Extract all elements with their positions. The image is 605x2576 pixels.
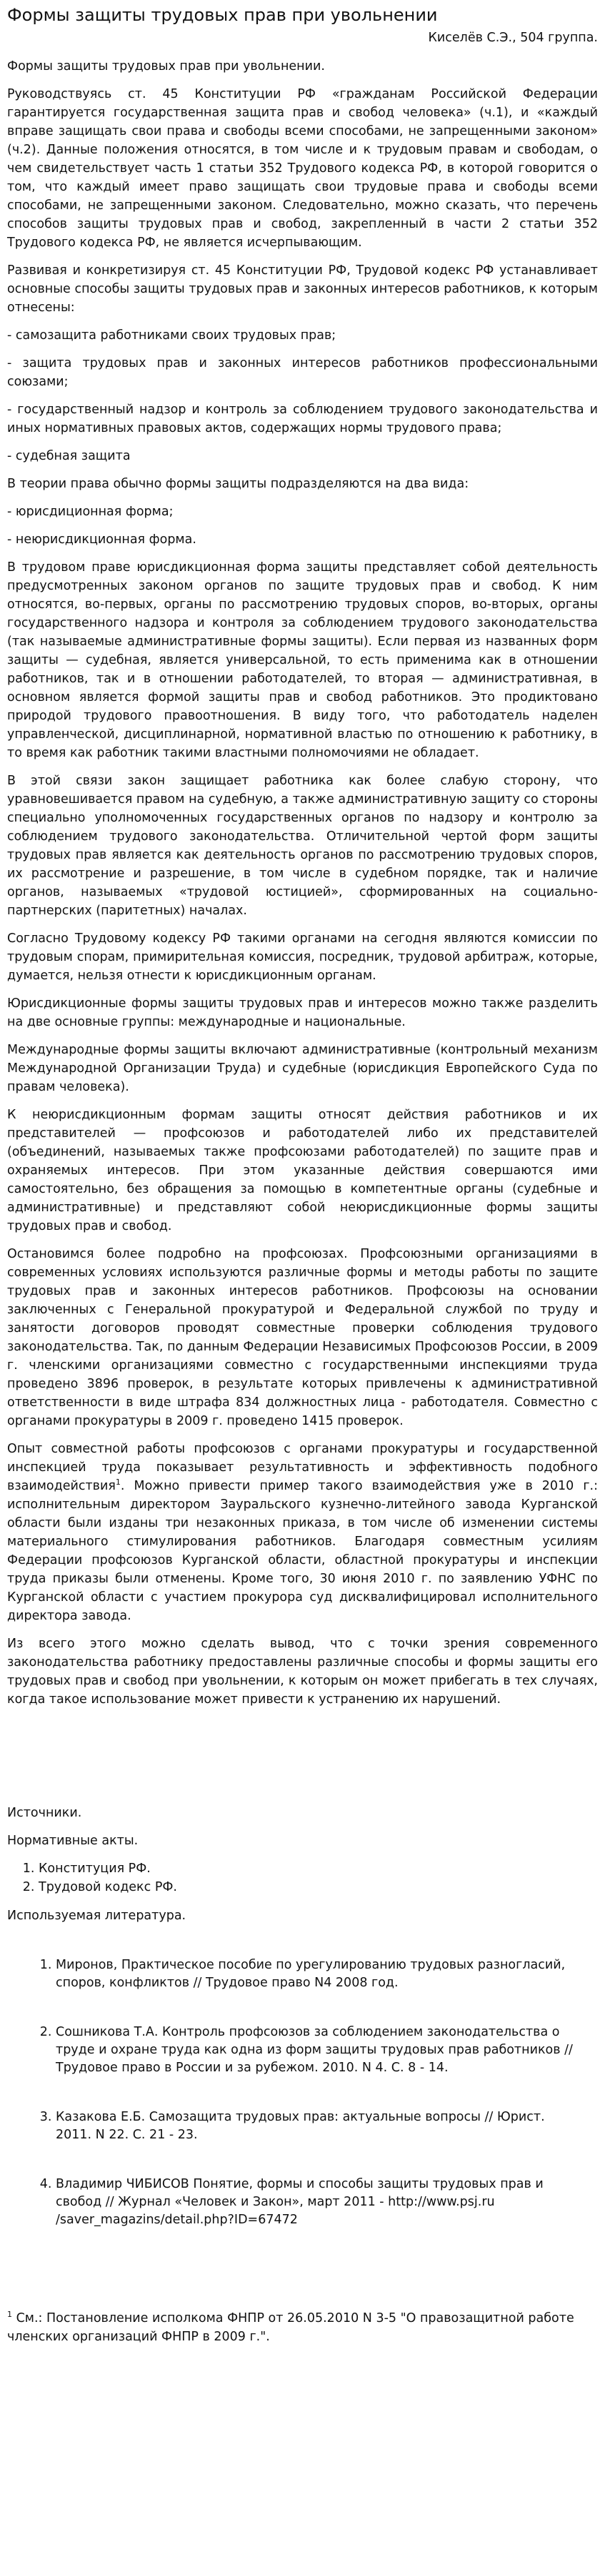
paragraph: Юрисдикционные формы защиты трудовых прав и интересов можно также разделить на две основные группы: международные и национальные. (7, 996, 598, 1029)
literature-list-item: 1. Миронов, Практическое пособие по урегулированию трудовых разногласий, споров, конфликтов // Трудовое право N4 2008 год. (56, 1956, 598, 1992)
paragraph: Формы защиты трудовых прав при увольнении. (7, 59, 325, 74)
list-item: - судебная защита (7, 449, 131, 463)
blank-space (7, 1718, 598, 1804)
footnote (7, 2309, 598, 2346)
paragraph: В этой связи закон защищает работника как более слабую сторону, что уравновешивается правом на судебную, а также административную защиту со стороны специально уполномоченных государственных органов по надзору и контролю за соблюдением трудового законодательства. Отличительной чертой форм защиты трудовых прав является как деятельность органов по рассмотрению трудовых споров, их рассмотрение и разрешение, в том числе в судебном порядке, так и наличие органов, называемых «трудовой юстицией», сформированных на социально-партнерских (паритетных) началах. (7, 774, 598, 918)
literature-list-item: 3. Казакова Е.Б. Самозащита трудовых прав: актуальные вопросы // Юрист. 2011. N 22. С. 21 - 23. (56, 2108, 598, 2144)
list-item: - государственный надзор и контроль за соблюдением трудового законодательства и иных нормативных правовых актов, содержащих нормы трудового права; (7, 403, 598, 435)
footnote-reference[interactable]: 1 (115, 1478, 121, 1487)
paragraph: Согласно Трудовому кодексу РФ такими органами на сегодня являются комиссии по трудовым спорам, примирительная комиссия, посредник, трудовой арбитраж, которые, думается, нельзя отнести к юрисдикционным органам. (7, 931, 598, 983)
literature-heading: Используемая литература. (7, 1909, 186, 1923)
literature-list-item: 2. Сошникова Т.А. Контроль профсоюзов за соблюдением законодательства о труде и охране труда как одна из форм защиты трудовых прав работников // Трудовое право в России и за рубежом. 2010. N 4. С. 8 - 14. (56, 2024, 598, 2077)
literature-list (7, 1956, 598, 2229)
paragraph: В теории права обычно формы защиты подразделяются на два вида: (7, 477, 469, 491)
cooperation-paragraph (7, 1440, 598, 1625)
footnote-mark: 1 (7, 2310, 12, 2320)
author-line: Киселёв С.Э., 504 группа. (428, 31, 598, 45)
paragraph: Международные формы защиты включают административные (контрольный механизм Международной Организации Труда) и судебные (юрисдикция Европейского Суда по правам человека). (7, 1043, 598, 1094)
acts-list (7, 1859, 598, 1896)
list-item: - самозащита работниками своих трудовых прав; (7, 328, 336, 343)
acts-heading: Нормативные акты. (7, 1834, 139, 1848)
paragraph: Руководствуясь ст. 45 Конституции РФ «гражданам Российской Федерации гарантируется государственная защита прав и свобод человека» (ч.1), и «каждый вправе защищать свои права и свободы всеми способами, не запрещенными законом» (ч.2). Данные положения относятся, в том числе и к трудовым правам и свободам, о чем свидетельствует часть 1 статьи 352 Трудового кодекса РФ, в которой говорится о том, что каждый имеет право защищать свои трудовые права и свободы всеми способами, не запрещенными законом. Следовательно, можно сказать, что перечень способов защиты трудовых прав и свобод, закрепленный в части 2 статьи 352 Трудового кодекса РФ, не является исчерпывающим. (7, 87, 598, 250)
list-item: - защита трудовых прав и законных интересов работников профессиональными союзами; (7, 356, 598, 389)
acts-list-item: 2. Трудовой кодекс РФ. (39, 1878, 598, 1896)
paragraph: Остановимся более подробно на профсоюзах. Профсоюзными организациями в современных условиях используются различные формы и методы работы по защите трудовых прав и законных интересов работников. Профсоюзы на основании заключенных с Генеральной прокуратурой и Федеральной службой по труду и занятости договоров проводят совместные проверки соблюдения трудового законодательства. Так, по данным Федерации Независимых Профсоюзов России, в 2009 г. членскими организациями совместно с государственными инспекциями труда проведено 3896 проверок, в результате которых привлечены к административной ответственности в виде штрафа 834 должностных лица - работодателя. Совместно с органами прокуратуры в 2009 г. проведено 1415 проверок. (7, 1247, 598, 1428)
literature-list-item[interactable]: 4. Владимир ЧИБИСОВ Понятие, формы и способы защиты трудовых прав и свобод // Журнал «Человек и Закон», март 2011 - http://www.psj.ru /saver_magazins/detail.php?ID=67472 (56, 2176, 598, 2229)
list-item: - неюрисдикционная форма. (7, 532, 196, 547)
conclusion-paragraph: Из всего этого можно сделать вывод, что с точки зрения современного законодательства работнику предоставлены различные способы и формы защиты его трудовых прав и свобод при увольнении, к которым он может прибегать в тех случаях, когда такое использование может привести к устранению их нарушений. (7, 1637, 598, 1707)
blank-space (7, 2229, 598, 2309)
paragraph: К неюрисдикционным формам защиты относят действия работников и их представителей — профсоюзов и работодателей либо их представителей (объединений, называемых также профсоюзами работодателей) по защите прав и охраняемых интересов. При этом указанные действия совершаются ими самостоятельно, без обращения за помощью в компетентные органы (судебные и административные) и представляют собой неюрисдикционные формы защиты трудовых прав и свобод. (7, 1108, 598, 1233)
paragraph: Развивая и конкретизируя ст. 45 Конституции РФ, Трудовой кодекс РФ устанавливает основные способы защиты трудовых прав и законных интересов работников, к которым отнесены: (7, 263, 598, 315)
paragraph: В трудовом праве юрисдикционная форма защиты представляет собой деятельность предусмотренных законом органов по защите трудовых прав и свобод. К ним относятся, во-первых, органы по рассмотрению трудовых споров, во-вторых, органы государственного надзора и контроля за соблюдением трудового законодательства (так называемые административные формы защиты). Если первая из названных форм защиты — судебная, является универсальной, то есть применима как в отношении работников, так и в отношении работодателей, то вторая — административная, в основном является формой защиты прав и свобод работников. Это продиктовано природой трудового правоотношения. В виду того, что работодатель наделен управленческой, дисциплинарной, нормативной властью по отношению к работнику, в то время как работник такими властными полномочиями не обладает. (7, 560, 598, 760)
sources-heading: Источники. (7, 1806, 82, 1820)
footnote-text: См.: Постановление исполкома ФНПР от 26.05.2010 N 3-5 "О правозащитной работе членских организаций ФНПР в 2009 г.". (7, 2311, 574, 2344)
acts-list-item: 1. Конституция РФ. (39, 1859, 598, 1878)
page-title: Формы защиты трудовых прав при увольнении (7, 5, 438, 25)
cooperation-text: Опыт совместной работы профсоюзов с органами прокуратуры и государственной инспекцией труда показывает результативность и эффективность подобного взаимодействия (7, 1442, 598, 1493)
cooperation-text-continued: . Можно привести пример такого взаимодействия уже в 2010 г.: исполнительным директором Зауральского кузнечно-литейного завода Курганской области были изданы три незаконных приказа, в том числе об изменении системы материального стимулирования работников. Благодаря совместным усилиям Федерации профсоюзов Курганской области, областной прокуратуры и инспекции труда приказы были отменены. Кроме того, 30 июня 2010 г. по заявлению УФНС по Курганской области с участием прокурора суд дисквалифицировал исполнительного директора завода. (7, 1479, 598, 1623)
list-item: - юрисдиционная форма; (7, 505, 174, 519)
